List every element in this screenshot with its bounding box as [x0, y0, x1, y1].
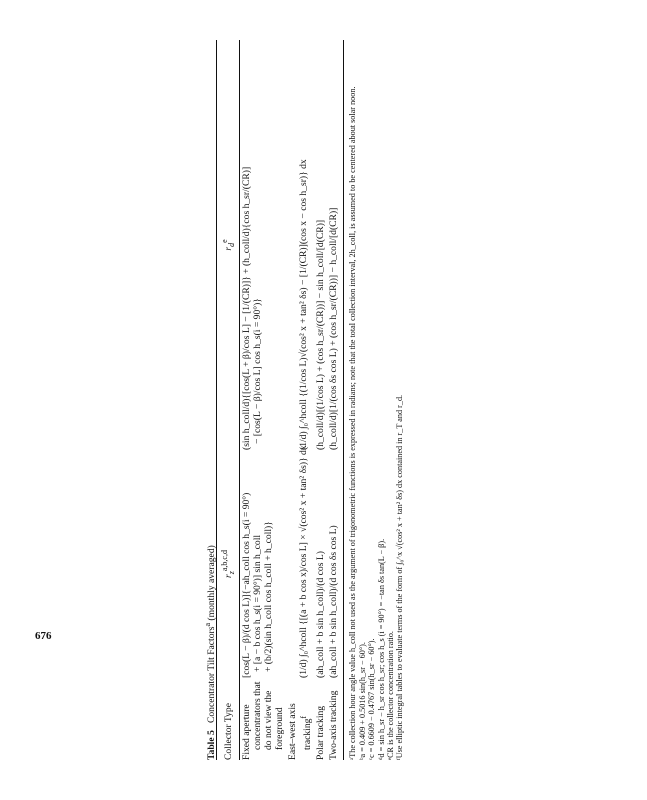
table-footnotes [348, 40, 404, 760]
row-collector-type: Polar tracking [315, 705, 327, 760]
caption-suffix: (monthly averaged) [206, 545, 218, 621]
footnote: ᵉCR is the collector concentration ratio. [385, 631, 395, 760]
row-rd: (1/d) ∫₀^hcoll {(1/cos L)√(cos² x + tan² δs) − [1/(CR)](cos x − cos h_sr)} dx [298, 159, 310, 450]
footnote: ᶠUse elliptic integral tables to evaluate terms of the form of ∫₀^x √(cos² x + tan² δs) dx contained in r_T and r_d. [395, 394, 405, 760]
table-caption [200, 40, 216, 760]
header-rz: $r_z^{a,b,c,d}$ [220, 550, 237, 578]
footnote: ᶜc = 0.6609 − 0.4767 sin(h_sr − 60°). [367, 638, 377, 760]
row-rd: (h_coll/d)[(1/cos L) + (cos h_sr/(CR))] − sin h_coll/[d(CR)] [315, 219, 327, 450]
page-number: 676 [35, 630, 52, 642]
row-rz: (ah_coll + b sin h_coll)/(d cos δs cos L) [328, 525, 340, 678]
row-rz: [cos(L − β)/(d cos L)]{−ah_coll cos h_s(i = 90°) + [a − b cos h_s(i = 90°)] sin h_coll + (b/2)(sin h_coll cos h_coll + h_coll)} [241, 492, 275, 678]
bottom-rule [343, 40, 344, 760]
table-row [314, 40, 327, 760]
rotated-table-block [200, 40, 452, 760]
header-row [217, 40, 239, 760]
table-row [327, 40, 340, 760]
row-collector-type: Two-axis tracking [328, 690, 340, 760]
caption-sup: a [203, 622, 212, 627]
header-rd: $r_d^e$ [220, 239, 237, 251]
row-collector-type: East–west axis tracking$^f$ [287, 703, 314, 760]
row-collector-type: Fixed aperture concentrators that do not view the foreground [241, 681, 286, 760]
caption-text: Concentrator Tilt Factors [206, 626, 218, 724]
table-row [240, 40, 286, 760]
caption-label: Table 5 [206, 730, 218, 760]
table-row [286, 40, 314, 760]
footnote: ᵇa = 0.409 + 0.5016 sin(h_sr − 60°). [357, 642, 367, 760]
tilt-factor-table [217, 40, 340, 760]
row-rd: (h_coll/d)[1/(cos δs cos L) + (cos h_sr/(CR))] − h_coll/[d(CR)] [328, 207, 340, 450]
row-rz: (1/d) ∫₀^hcoll {[(a + b cos x)/cos L] × √(cos² x + tan² δs)} dx [298, 445, 310, 678]
row-rz: (ah_coll + b sin h_coll)/(d cos L) [315, 551, 327, 678]
footnote: ᵃThe collection hour angle value h_coll not used as the argument of trigonometric functions is expressed in radians; note that the total collection interval, 2h_coll, is assumed to be centered about solar noon. [348, 86, 358, 760]
row-rd: (sin h_coll/d){[cos(L + β)/cos L] − [1/(CR)]} + (h_coll/d){cos h_sr/(CR)] − [cos(L − β)/cos L] cos h_s(i = 90°)} [241, 166, 264, 450]
header-collector-type: Collector Type [222, 703, 234, 760]
footnote: ᵈd = sin h_sr − h_sr cos h_sr; cos h_s (i = 90°) = −tan δs tan(L − β). [376, 538, 386, 760]
